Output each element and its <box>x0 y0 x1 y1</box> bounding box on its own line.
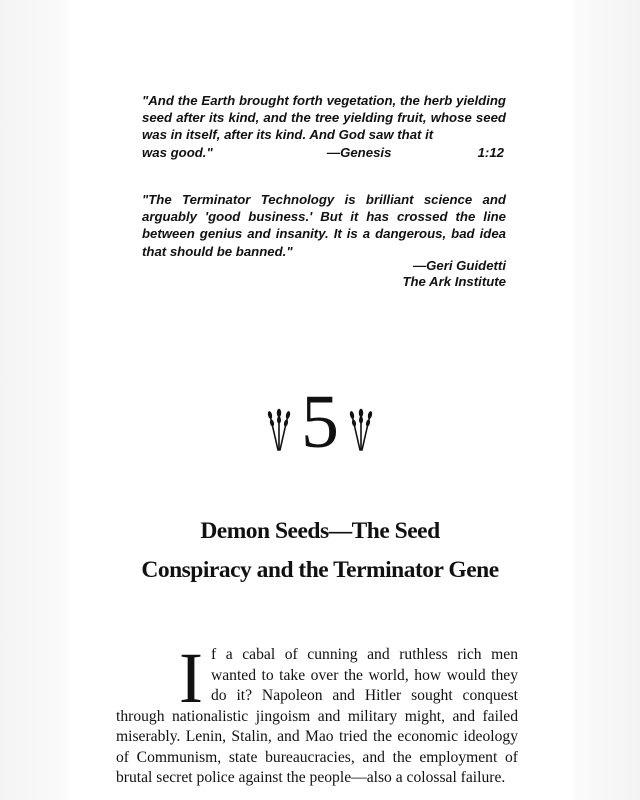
epigraph-guidetti-attribution <box>402 258 506 290</box>
book-page <box>68 0 572 800</box>
wheat-sheaf-icon <box>347 405 375 451</box>
epigraph-genesis <box>142 92 506 161</box>
epigraph-genesis-attribution <box>142 144 504 161</box>
epigraph-genesis-source: —Genesis <box>326 144 392 160</box>
chapter-title <box>68 512 572 590</box>
wheat-sheaf-icon <box>265 405 293 451</box>
chapter-title-line-1: Demon Seeds—The Seed <box>200 518 440 544</box>
viewer-margin-right <box>574 0 640 800</box>
epigraph-guidetti-author: —Geri Guidetti <box>412 258 506 273</box>
epigraph-guidetti-text: "The Terminator Technology is brilliant science and arguably 'good business.' But it has crossed the line between genius and insanity. It is a dangerous, bad idea that should be banned." <box>142 192 506 259</box>
epigraph-guidetti <box>142 191 506 260</box>
viewer-margin-left <box>0 0 66 800</box>
chapter-number: 5 <box>301 380 339 464</box>
epigraph-guidetti-organization: The Ark Institute <box>402 274 506 289</box>
chapter-title-line-2: Conspiracy and the Terminator Gene <box>141 557 499 583</box>
chapter-opening-paragraph: f a cabal of cunning and ruthless rich men wanted to take over the world, how would they do it? Napoleon and Hitler sought conquest through nationalistic jingoism and military might, and failed miserably. Lenin, Stalin, and Mao tried the economic ideology of Communism, state bureaucracies, and the employment of brutal secret police against the people—also a colossal failure. <box>116 646 518 786</box>
epigraph-genesis-text: "And the Earth brought forth vegetation, the herb yielding seed after its kind, and the tree yielding fruit, whose seed was in itself, after its kind. And God saw that it <box>142 93 506 143</box>
epigraph-genesis-last-line: was good." <box>142 144 213 160</box>
epigraph-genesis-verse: 1:12 <box>477 144 504 160</box>
drop-cap: I <box>179 638 203 718</box>
chapter-body <box>116 638 518 789</box>
chapter-number-block <box>68 382 572 462</box>
